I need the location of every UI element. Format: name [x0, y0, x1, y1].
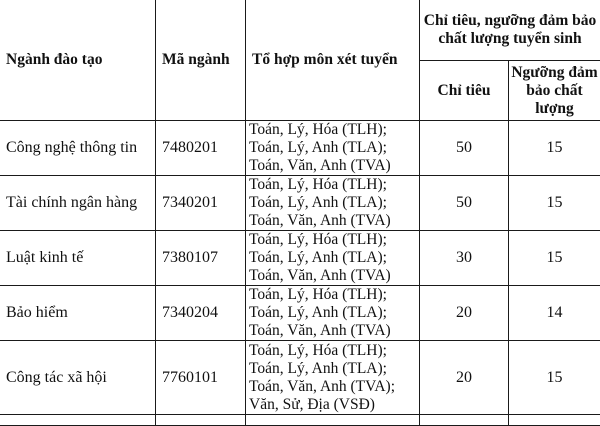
quota-cell: 50 — [420, 176, 509, 231]
table-row — [0, 341, 600, 415]
combo-line: Toán, Lý, Anh (TLA); — [249, 249, 419, 267]
combination-cell — [246, 176, 420, 231]
table-row — [0, 231, 600, 286]
table-row — [0, 286, 600, 341]
threshold-cell: 15 — [509, 341, 600, 415]
combo-line: Toán, Văn, Anh (TVA) — [249, 157, 419, 175]
code-cell: 7380107 — [156, 231, 246, 286]
threshold-cell: 15 — [509, 176, 600, 231]
combo-line: Toán, Văn, Anh (TVA) — [249, 322, 419, 340]
quota-cell: 30 — [420, 231, 509, 286]
program-cell: Luật kinh tế — [0, 231, 156, 286]
combo-line: Toán, Lý, Anh (TLA); — [249, 139, 419, 157]
combo-line: Toán, Lý, Hóa (TLH); — [249, 286, 419, 304]
combo-line: Văn, Sử, Địa (VSĐ) — [249, 396, 419, 414]
header-code: Mã ngành — [156, 0, 246, 121]
header-combination: Tổ hợp môn xét tuyển — [246, 0, 420, 121]
combo-line: Toán, Văn, Anh (TVA); — [249, 378, 419, 396]
table-row — [0, 121, 600, 176]
combo-line: Toán, Lý, Anh (TLA); — [249, 194, 419, 212]
combination-cell — [246, 286, 420, 341]
quota-cell: 50 — [420, 121, 509, 176]
program-cell: Công tác xã hội — [0, 341, 156, 415]
combo-line: Toán, Văn, Anh (TVA) — [249, 212, 419, 230]
code-cell: 7480201 — [156, 121, 246, 176]
cutoff-cell — [509, 415, 600, 426]
combo-line: Toán, Lý, Anh (TLA); — [249, 304, 419, 322]
combination-cell — [246, 231, 420, 286]
combo-line: Toán, Lý, Hóa (TLH); — [249, 121, 419, 139]
cutoff-cell — [420, 415, 509, 426]
program-cell: Công nghệ thông tin — [0, 121, 156, 176]
threshold-cell: 14 — [509, 286, 600, 341]
combo-line: Toán, Lý, Hóa (TLH); — [249, 176, 419, 194]
program-cell: Tài chính ngân hàng — [0, 176, 156, 231]
combo-line: Toán, Lý, Hóa (TLH); — [249, 342, 419, 360]
combo-line: Toán, Văn, Anh (TVA) — [249, 267, 419, 285]
quota-cell: 20 — [420, 286, 509, 341]
threshold-cell: 15 — [509, 121, 600, 176]
table-row-cutoff — [0, 415, 600, 426]
combination-cell — [246, 121, 420, 176]
header-quota: Chỉ tiêu — [420, 61, 509, 121]
program-cell: Bảo hiểm — [0, 286, 156, 341]
header-program: Ngành đào tạo — [0, 0, 156, 121]
code-cell: 7760101 — [156, 341, 246, 415]
header-quota-group: Chỉ tiêu, ngưỡng đảm bảo chất lượng tuyển sinh — [420, 0, 600, 61]
code-cell: 7340201 — [156, 176, 246, 231]
combo-line: Toán, Lý, Anh (TLA); — [249, 360, 419, 378]
cutoff-cell — [0, 415, 156, 426]
header-threshold: Ngưỡng đảm bảo chất lượng — [509, 61, 600, 121]
cutoff-cell — [156, 415, 246, 426]
combo-line: Toán, Lý, Hóa (TLH); — [249, 231, 419, 249]
table-row — [0, 176, 600, 231]
cutoff-cell — [246, 415, 420, 426]
code-cell: 7340204 — [156, 286, 246, 341]
combination-cell — [246, 341, 420, 415]
quota-cell: 20 — [420, 341, 509, 415]
threshold-cell: 15 — [509, 231, 600, 286]
